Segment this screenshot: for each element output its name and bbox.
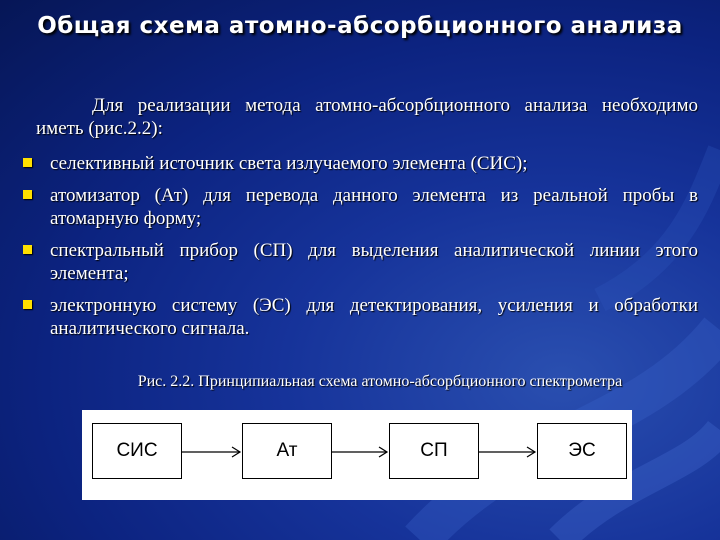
bullet-text: спектральный прибор (СП) для выделения аналитической линии этого элемента; <box>50 240 698 284</box>
bullet-list <box>20 152 698 349</box>
bullet-text: атомизатор (Ат) для перевода данного элемента из реальной пробы в атомарную форму; <box>50 185 698 229</box>
arrow-icon <box>332 440 389 464</box>
slide-title: Общая схема атомно-абсорбционного анализа <box>37 13 683 39</box>
block-sis: СИС <box>92 423 182 479</box>
arrow-icon <box>479 440 537 464</box>
figure-caption: Рис. 2.2. Принципиальная схема атомно-абсорбционного спектрометра <box>137 373 623 390</box>
arrow-icon <box>182 440 242 464</box>
bullet-square-icon <box>23 190 32 199</box>
bullet-square-icon <box>23 158 32 167</box>
block-sp: СП <box>389 423 479 479</box>
bullet-item <box>20 294 698 340</box>
block-es: ЭС <box>537 423 627 479</box>
bullet-text: электронную систему (ЭС) для детектирования, усиления и обработки аналитического сигнала. <box>50 295 698 339</box>
bullet-item <box>20 239 698 285</box>
spectrometer-diagram <box>82 410 632 500</box>
bullet-item <box>20 184 698 230</box>
block-at: Ат <box>242 423 332 479</box>
bullet-text: селективный источник света излучаемого элемента (СИС); <box>50 153 528 174</box>
bullet-square-icon <box>23 245 32 254</box>
bullet-item <box>20 152 698 175</box>
bullet-square-icon <box>23 300 32 309</box>
intro-paragraph: Для реализации метода атомно-абсорбционного анализа необходимо иметь (рис.2.2): <box>36 95 698 139</box>
